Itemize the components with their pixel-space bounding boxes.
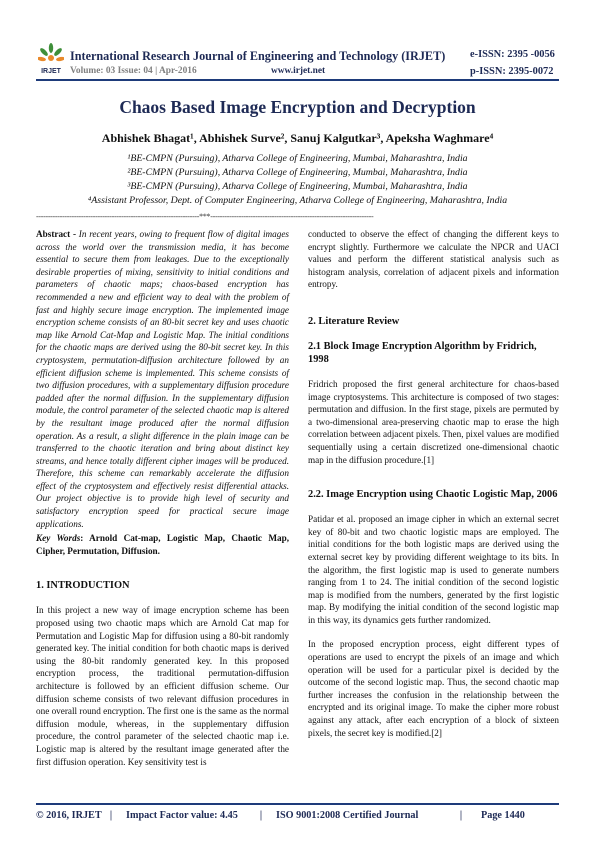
abstract-text: In recent years, owing to frequent flow of digital images across the world over the transmission media, it has become essential to secure them from leakages. Due to the exceptionally desirable properties of mixing, sensitivity to initial conditions and parameters of chaotic maps; chaos-based encryption has recommended a new and efficient way to deal with the problem of fast and highly secure image encryption. The implemented image encryption scheme consists of an 80-bit secret key and uses chaotic map like Arnold Cat-Map and Logistic Map. The initial conditions for the chaotic maps are derived using the 80-bit secret key. In this cryptosystem, permutation-diffusion architecture followed by an efficient diffusion scheme is implemented. This scheme consists of two diffusion procedures, with a supplementary diffusion procedure padded after the normal diffusion. In the supplementary diffusion module, the control parameter of the selected chaotic map is altered by the resultant image produced after the normal diffusion operation. As a result, a slight difference in the plain image can be transferred to the chaotic iteration and bring about distinct key streams, and hence totally different cipher images will be produced. Therefore, this scheme can remarkably accelerate the diffusion effect of the cryptosystem and effectively resist differential attacks. Our project objective is to provide high level of security and satisfactory encryption speed for practical secure image applications. bbox=[36, 229, 289, 529]
right-column bbox=[308, 228, 559, 739]
irjet-logo-icon bbox=[38, 42, 64, 78]
abstract bbox=[36, 228, 289, 530]
affiliation-3: ³BE-CMPN (Pursuing), Atharva College of Engineering, Mumbai, Maharashtra, India bbox=[127, 181, 468, 192]
footer-impact-factor: Impact Factor value: 4.45 bbox=[126, 810, 238, 821]
intro-heading: 1. INTRODUCTION bbox=[36, 580, 130, 592]
affiliation-2: ²BE-CMPN (Pursuing), Atharva College of Engineering, Mumbai, Maharashtra, India bbox=[127, 167, 468, 178]
e-issn: e-ISSN: 2395 -0056 bbox=[470, 49, 555, 60]
abstract-label: Abstract - bbox=[36, 229, 77, 239]
intro-text: In this project a new way of image encryption scheme has been proposed using two chaotic maps which are Arnold Cat map for Permutation and Logistic Map for diffusion using a 80-bit randomly generated key. The initial condition for both chaotic maps is derived using the 80-bit randomly generated key. In this proposed encryption process, the traditional permutation-diffusion architecture is followed by an efficient diffusion scheme. Our diffusion scheme consists of two relevant diffusion procedures in one overall round encryption. The first one is the same as the normal diffusion module, whereas, in the supplementary diffusion procedure, the control parameter of the selected chaotic map i.e. Logistic map is altered by the resultant image generated after the first diffusion operation. Key sensitivity test is bbox=[36, 605, 289, 767]
footer-copyright: © 2016, IRJET bbox=[36, 810, 102, 821]
paper-authors: Abhishek Bhagat¹, Abhishek Surve², Sanuj Kalgutkar³, Apeksha Waghmare⁴ bbox=[101, 131, 494, 145]
keywords-text: : Arnold Cat-map, Logistic Map, Chaotic Map, Cipher, Permutation, Diffusion. bbox=[36, 533, 289, 556]
section-separator: ---------------------------------------------------------------------***--------------------------------------------------------------------- bbox=[36, 212, 374, 221]
literature-review-heading: 2. Literature Review bbox=[308, 315, 400, 327]
continued-text: conducted to observe the effect of changing the different keys to encrypt slightly. Furthermore we calculate the NPCR and UACI values and perform the different statistical analysis such as histogram analysis, correlation of adjacent pixels and information entropy. bbox=[308, 229, 559, 290]
journal-name: International Research Journal of Engineering and Technology (IRJET) bbox=[70, 49, 446, 63]
footer-iso: ISO 9001:2008 Certified Journal bbox=[276, 810, 419, 821]
section-2-2-heading: 2.2. Image Encryption using Chaotic Logistic Map, 2006 bbox=[308, 489, 558, 501]
keywords bbox=[36, 532, 289, 557]
affiliation-4: ⁴Assistant Professor, Dept. of Computer Engineering, Atharva College of Engineering, Maharashtra, India bbox=[87, 195, 508, 206]
paper-title: Chaos Based Image Encryption and Decryption bbox=[119, 97, 476, 117]
footer-page-number: Page 1440 bbox=[481, 810, 525, 821]
p-issn: p-ISSN: 2395-0072 bbox=[470, 66, 554, 77]
section-2-2-text-2: In the proposed encryption process, eight different types of operations are used to encrypt the pixels of an image and which operation will be used for a particular pixel is decided by the outcome of the second logistic map. Thus, the second chaotic map further increases the confusion in the relationship between the encrypted and its original image. To make the cipher more robust against any attack, after each encryption of a block of sixteen pixels, the secret key is modified.[2] bbox=[308, 639, 559, 738]
header-rule bbox=[36, 79, 559, 81]
affiliation-1: ¹BE-CMPN (Pursuing), Atharva College of Engineering, Mumbai, Maharashtra, India bbox=[127, 153, 468, 164]
volume-issue: Volume: 03 Issue: 04 | Apr-2016 bbox=[70, 66, 197, 76]
section-2-1-heading: 2.1 Block Image Encryption Algorithm by Fridrich, 1998 bbox=[308, 340, 537, 365]
footer-rule bbox=[36, 803, 559, 805]
section-2-1-text: Fridrich proposed the first general architecture for chaos-based image cryptosystems. This architecture is composed of two stages: permutation and diffusion. In the first stage, pixels are permuted by a two-dimensional area-preserving chaotic map to erase the high correlation between adjacent pixels. Then, pixel values are modified sequentially using a certain discretized one-dimensional chaotic map in the diffusion procedure.[1] bbox=[308, 378, 559, 465]
svg-text:IRJET: IRJET bbox=[41, 68, 61, 75]
section-2-2-text-1: Patidar et al. proposed an image cipher in which an external secret key of 80-bit and two chaotic logistic maps are employed. The initial conditions for the both logistic maps are derived using the external secret key by providing different weightage to its bits. In the algorithm, the first logistic map is used to generate numbers ranging from 1 to 24. The initial condition of the second logistic map is modified from the numbers, generated by the first logistic map. By modifying the initial condition of the second logistic map in this way, its dynamics gets further randomized. bbox=[308, 514, 559, 625]
left-column bbox=[36, 228, 289, 768]
keywords-label: Key Words bbox=[36, 533, 81, 544]
journal-url[interactable]: www.irjet.net bbox=[271, 66, 326, 76]
page-footer: © 2016, IRJET | Impact Factor value: 4.45 | ISO 9001:2008 Certified Journal | Page 1440 bbox=[36, 810, 525, 821]
